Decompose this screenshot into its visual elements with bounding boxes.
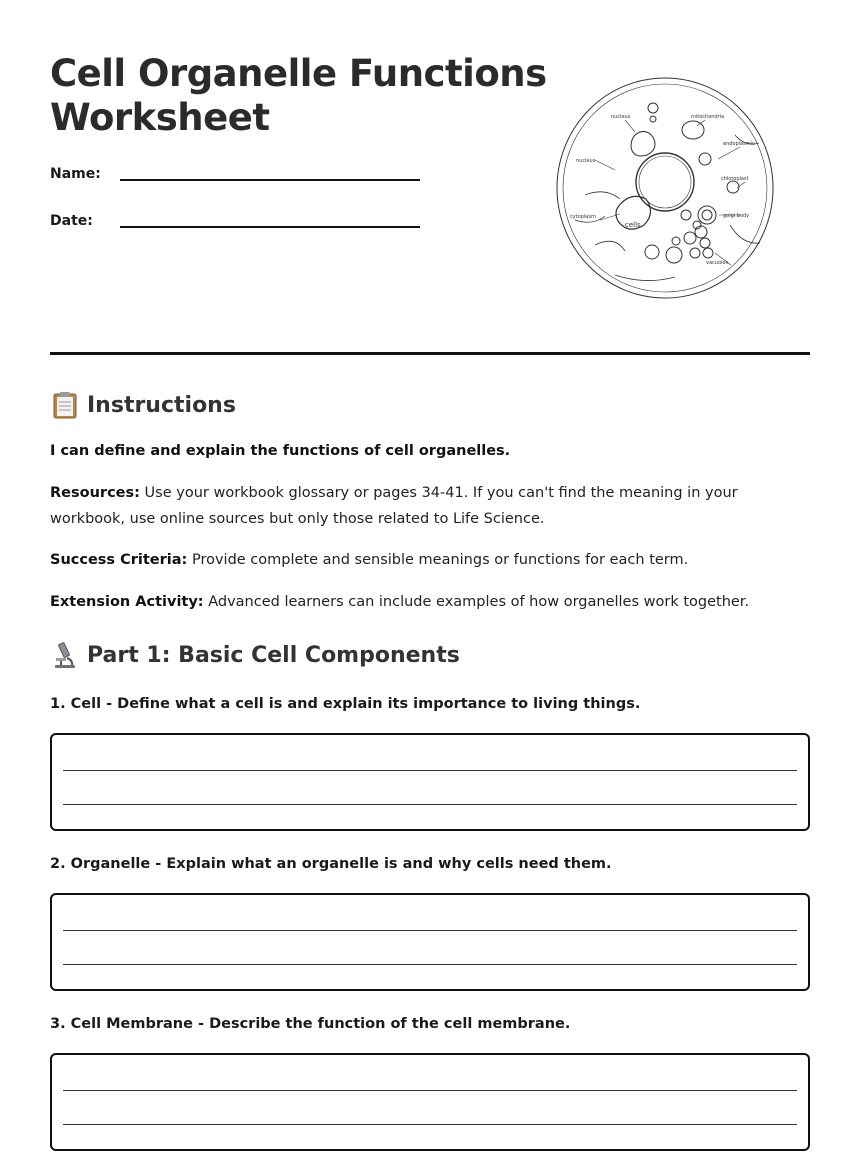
part1-heading-text: Part 1: Basic Cell Components (87, 642, 460, 668)
cell-label: cells (625, 221, 641, 229)
date-field[interactable] (50, 213, 93, 229)
clipboard-icon (50, 390, 80, 420)
success-criteria-label: Success Criteria: (50, 552, 188, 568)
vacuole-small (666, 247, 682, 263)
date-label: Date: (50, 213, 93, 229)
name-line[interactable] (120, 179, 420, 181)
answer-line (63, 964, 797, 965)
title-line-2: Worksheet (50, 96, 270, 139)
nucleus-shape (631, 131, 655, 156)
golgi-ring (702, 210, 712, 220)
diagram-label: golgi body (723, 213, 750, 219)
cell-inner-membrane (563, 84, 767, 292)
title-line-1: Cell Organelle Functions (50, 52, 547, 95)
answer-line (63, 804, 797, 805)
extension-text: Advanced learners can include examples of how organelles work together. (203, 594, 750, 610)
instructions-heading (50, 390, 236, 420)
learning-goal (50, 438, 810, 464)
diagram-label: cytoplasm (570, 214, 596, 220)
vacuole-small (650, 116, 656, 122)
vacuole-small (672, 237, 680, 245)
answer-box-1[interactable] (50, 733, 810, 831)
vacuole-small (645, 245, 659, 259)
vacuole-small (703, 248, 713, 258)
learning-goal-text: I can define and explain the functions of cell organelles. (50, 443, 511, 459)
golgi-ring (698, 206, 716, 224)
diagram-label: endoplasmic (723, 141, 755, 147)
answer-line (63, 770, 797, 771)
worksheet-page (50, 0, 810, 1032)
page-title (50, 52, 547, 140)
date-line[interactable] (120, 226, 420, 228)
diagram-label: mitochondria (691, 114, 725, 120)
cell-diagram (555, 75, 777, 301)
name-label: Name: (50, 166, 101, 182)
diagram-label: vacuoles (706, 260, 729, 266)
success-criteria-paragraph (50, 547, 810, 573)
central-vacuole (636, 153, 694, 211)
vacuole-small (690, 248, 700, 258)
answer-line (63, 1124, 797, 1125)
cell-outer-membrane (557, 78, 773, 298)
part1-heading (50, 640, 460, 670)
resources-paragraph (50, 480, 810, 532)
answer-line (63, 1090, 797, 1091)
vacuole-small (695, 226, 707, 238)
answer-box-3[interactable] (50, 1053, 810, 1151)
answer-line (63, 930, 797, 931)
success-criteria-text: Provide complete and sensible meanings or functions for each term. (187, 552, 689, 568)
answer-box-2[interactable] (50, 893, 810, 991)
organelle-small (727, 181, 739, 193)
instructions-heading-text: Instructions (87, 392, 236, 418)
microscope-icon (50, 640, 80, 670)
organelle-small (699, 153, 711, 165)
vacuole-small (648, 103, 658, 113)
worksheet-header (50, 0, 810, 355)
diagram-label: nucleus (611, 114, 631, 120)
resources-label: Resources: (50, 485, 140, 501)
vacuole-small (681, 210, 691, 220)
vacuole-small (684, 232, 696, 244)
diagram-label: chloroplast (721, 176, 749, 182)
mitochondria-shape (682, 121, 704, 139)
vacuole-small (700, 238, 710, 248)
diagram-label: nucleus (576, 158, 596, 164)
question-1: 1. Cell - Define what a cell is and explain its importance to living things. (50, 696, 641, 712)
extension-label: Extension Activity: (50, 594, 204, 610)
name-field[interactable] (50, 166, 101, 182)
question-2: 2. Organelle - Explain what an organelle is and why cells need them. (50, 856, 612, 872)
question-3: 3. Cell Membrane - Describe the function of the cell membrane. (50, 1016, 571, 1032)
extension-paragraph (50, 589, 810, 615)
resources-text: Use your workbook glossary or pages 34-41. If you can't find the meaning in your workbook, use online sources but only those related to Life Science. (50, 485, 738, 527)
